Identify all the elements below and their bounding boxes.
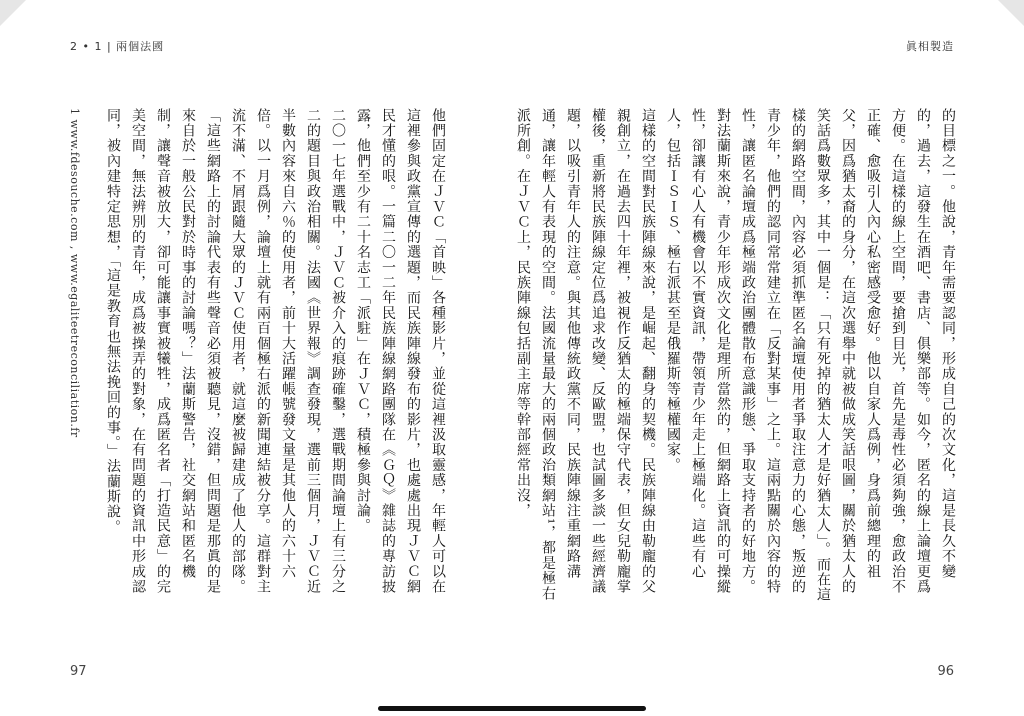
paragraph: 對法蘭斯來說，青少年形成次文化是理所當然的，但網路上資訊的可操縱性，卻讓有心人有機會以不實資訊，帶領青少年走上極端化。這些有心人，包括ＩＳＩＳ、極右派甚至是俄羅斯等極權國家。	[665, 108, 731, 595]
page-curl-left-icon[interactable]	[0, 0, 26, 26]
left-page-body	[105, 108, 450, 608]
paragraph: 這樣的空間對民族陣線來說，是崛起、翻身的契機。民族陣線由勒龐的父親創立，在過去四十年裡，被視作反猶太的極端保守代表，但女兒勒龐掌權後，重新將民族陣線定位爲追求改變、反歐盟，也試圖多談一些經濟議題，以吸引青年人的注意。與其他傳統政黨不同，民族陣線注重網路溝通，讓年輕人有表現的空間。法國流量最大的兩個政治類網站¹，都是極右派所創。在ＪＶＣ上，民族陣線包括副主席等幹部經常出沒，	[515, 108, 656, 602]
right-page-body	[515, 108, 960, 608]
running-header-right: 眞相製造	[906, 40, 954, 53]
running-header-left: 2 • 1 | 兩個法國	[70, 40, 165, 53]
home-indicator[interactable]	[378, 706, 646, 711]
footnote: 1 www.fdesouche.com , www.egaliteetreconciliation.fr	[68, 108, 81, 438]
page-number-right: 96	[937, 664, 954, 679]
paragraph: 他們固定在ＪＶＣ「首映」各種影片，並從這裡汲取靈感，年輕人可以在這裡參與政黨宣傳的選題，而民族陣線發布的影片，也處處出現ＪＶＣ網民才懂的哏。一篇二〇一二年民族陣線網路團隊在《ＧＱ》雜誌的專訪披露，他們至少有二十名志工「派駐」在ＪＶＣ，積極參與討論。	[355, 108, 446, 595]
page-number-left: 97	[70, 664, 87, 679]
paragraph: 的目標之一。他說，青年需要認同，形成自己的次文化，這是長久不變的，過去，這發生在酒吧、書店、俱樂部等。如今，匿名的線上論壇更爲方便。在這樣的線上空間，要搶到目光，首先是毒性必須夠強，愈政治不正確、愈吸引人內心私密感受愈好。他以自家人爲例，身爲前總理的祖父，因爲猶太裔的身分，在這次選舉中就被做成笑話哏圖，關於猶太人的笑話爲數眾多，其中一個是：「只有死掉的猶太人才是好猶太人」。而在這樣的網路空間，內容必須抓準匿名論壇使用者爭取注意力的心態，叛逆的青少年，他們的認同常常建立在「反對某事」之上。這兩點關於內容的特性，讓匿名論壇成爲極端政治團體散布意識形態、爭取支持者的好地方。	[740, 108, 956, 603]
paragraph: 二〇一七年選戰中，ＪＶＣ被介入的痕跡確鑿，選戰期間論壇上有三分之二的題目與政治相關。法國《世界報》調查發現，選前三個月，ＪＶＣ近半數內容來自六％的使用者，前十大活躍帳號發文量是其他人的六十六倍。以一月爲例，論壇上就有兩百個極右派的新聞連結被分享。這群對主流不滿、不屑跟隨大眾的ＪＶＣ使用者，就這麼被歸建成了他人的部隊。	[230, 108, 346, 595]
paragraph: 「這些網路上的討論代表有些聲音必須被聽見，沒錯，但問題是那眞的是來自於一般公民對於時事的討論嗎？」法蘭斯警告，社交網站和匿名機制，讓聲音被放大，卻可能讓事實被犧牲，成爲匿名者「打造民意」的完美空間，無法辨別的青年，成爲被操弄的對象，在有問題的資訊中形成認同，被內建特定思想，「這是教育也無法挽回的事。」法蘭斯說。	[105, 108, 221, 595]
page-curl-right-icon[interactable]	[998, 0, 1024, 26]
